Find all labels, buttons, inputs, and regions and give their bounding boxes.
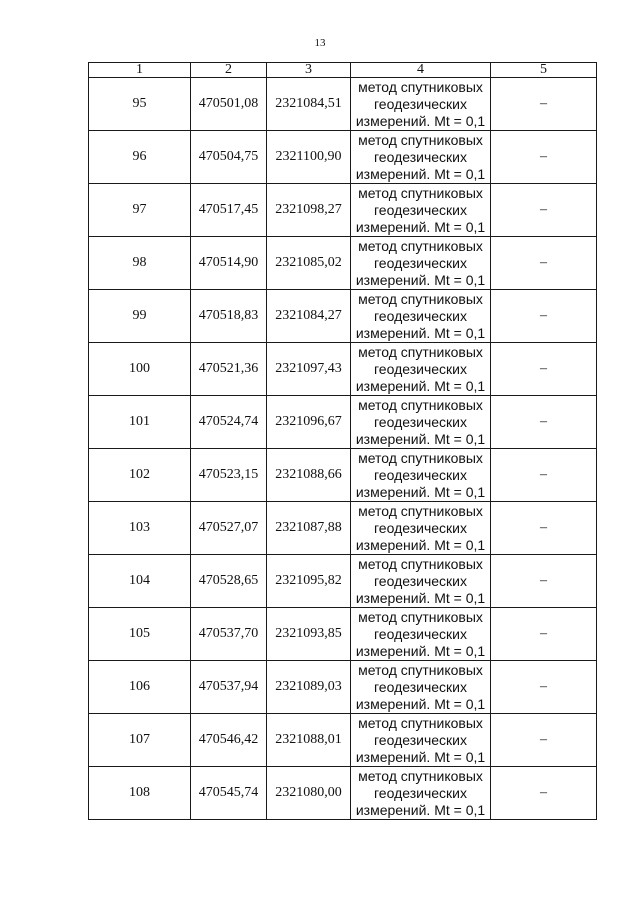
table-row <box>89 608 597 661</box>
table-row <box>89 237 597 290</box>
point-number-cell: 103 <box>89 502 191 555</box>
point-number-cell: 108 <box>89 767 191 820</box>
point-number-cell: 97 <box>89 184 191 237</box>
method-cell: метод спутниковых геодезических измерений. Mt = 0,1 <box>351 608 491 661</box>
y-coordinate-cell: 2321095,82 <box>267 555 351 608</box>
method-cell: метод спутниковых геодезических измерений. Mt = 0,1 <box>351 131 491 184</box>
x-coordinate-cell: 470518,83 <box>191 290 267 343</box>
column-5-cell: – <box>491 396 597 449</box>
method-cell: метод спутниковых геодезических измерений. Mt = 0,1 <box>351 767 491 820</box>
table-row <box>89 449 597 502</box>
x-coordinate-cell: 470528,65 <box>191 555 267 608</box>
point-number-cell: 99 <box>89 290 191 343</box>
column-5-cell: – <box>491 237 597 290</box>
y-coordinate-cell: 2321097,43 <box>267 343 351 396</box>
table-row <box>89 714 597 767</box>
table-body <box>89 63 597 820</box>
table-header-row <box>89 63 597 78</box>
point-number-cell: 96 <box>89 131 191 184</box>
point-number-cell: 95 <box>89 78 191 131</box>
column-5-cell: – <box>491 661 597 714</box>
x-coordinate-cell: 470501,08 <box>191 78 267 131</box>
point-number-cell: 100 <box>89 343 191 396</box>
table-row <box>89 502 597 555</box>
coordinates-table <box>88 62 597 820</box>
y-coordinate-cell: 2321088,01 <box>267 714 351 767</box>
y-coordinate-cell: 2321087,88 <box>267 502 351 555</box>
method-cell: метод спутниковых геодезических измерений. Mt = 0,1 <box>351 714 491 767</box>
x-coordinate-cell: 470546,42 <box>191 714 267 767</box>
y-coordinate-cell: 2321088,66 <box>267 449 351 502</box>
x-coordinate-cell: 470537,94 <box>191 661 267 714</box>
method-cell: метод спутниковых геодезических измерений. Mt = 0,1 <box>351 343 491 396</box>
column-header: 4 <box>351 63 491 78</box>
table-row <box>89 767 597 820</box>
table-row <box>89 131 597 184</box>
column-header: 2 <box>191 63 267 78</box>
column-5-cell: – <box>491 131 597 184</box>
column-header: 3 <box>267 63 351 78</box>
column-5-cell: – <box>491 343 597 396</box>
y-coordinate-cell: 2321080,00 <box>267 767 351 820</box>
x-coordinate-cell: 470521,36 <box>191 343 267 396</box>
x-coordinate-cell: 470545,74 <box>191 767 267 820</box>
method-cell: метод спутниковых геодезических измерений. Mt = 0,1 <box>351 661 491 714</box>
y-coordinate-cell: 2321100,90 <box>267 131 351 184</box>
point-number-cell: 107 <box>89 714 191 767</box>
point-number-cell: 105 <box>89 608 191 661</box>
point-number-cell: 98 <box>89 237 191 290</box>
column-5-cell: – <box>491 78 597 131</box>
y-coordinate-cell: 2321084,51 <box>267 78 351 131</box>
method-cell: метод спутниковых геодезических измерений. Mt = 0,1 <box>351 555 491 608</box>
column-5-cell: – <box>491 184 597 237</box>
point-number-cell: 101 <box>89 396 191 449</box>
y-coordinate-cell: 2321093,85 <box>267 608 351 661</box>
table-row <box>89 555 597 608</box>
column-5-cell: – <box>491 608 597 661</box>
method-cell: метод спутниковых геодезических измерений. Mt = 0,1 <box>351 237 491 290</box>
column-5-cell: – <box>491 767 597 820</box>
x-coordinate-cell: 470537,70 <box>191 608 267 661</box>
y-coordinate-cell: 2321096,67 <box>267 396 351 449</box>
column-5-cell: – <box>491 449 597 502</box>
method-cell: метод спутниковых геодезических измерений. Mt = 0,1 <box>351 396 491 449</box>
x-coordinate-cell: 470524,74 <box>191 396 267 449</box>
column-header: 5 <box>491 63 597 78</box>
point-number-cell: 106 <box>89 661 191 714</box>
x-coordinate-cell: 470514,90 <box>191 237 267 290</box>
y-coordinate-cell: 2321089,03 <box>267 661 351 714</box>
method-cell: метод спутниковых геодезических измерений. Mt = 0,1 <box>351 502 491 555</box>
x-coordinate-cell: 470527,07 <box>191 502 267 555</box>
x-coordinate-cell: 470523,15 <box>191 449 267 502</box>
method-cell: метод спутниковых геодезических измерений. Mt = 0,1 <box>351 184 491 237</box>
table-row <box>89 396 597 449</box>
column-header: 1 <box>89 63 191 78</box>
table-row <box>89 78 597 131</box>
page-number: 13 <box>314 37 326 49</box>
y-coordinate-cell: 2321085,02 <box>267 237 351 290</box>
column-5-cell: – <box>491 714 597 767</box>
method-cell: метод спутниковых геодезических измерений. Mt = 0,1 <box>351 290 491 343</box>
column-5-cell: – <box>491 555 597 608</box>
x-coordinate-cell: 470504,75 <box>191 131 267 184</box>
x-coordinate-cell: 470517,45 <box>191 184 267 237</box>
table-row <box>89 290 597 343</box>
y-coordinate-cell: 2321098,27 <box>267 184 351 237</box>
column-5-cell: – <box>491 290 597 343</box>
column-5-cell: – <box>491 502 597 555</box>
table-row <box>89 343 597 396</box>
point-number-cell: 102 <box>89 449 191 502</box>
table-row <box>89 184 597 237</box>
y-coordinate-cell: 2321084,27 <box>267 290 351 343</box>
method-cell: метод спутниковых геодезических измерений. Mt = 0,1 <box>351 78 491 131</box>
method-cell: метод спутниковых геодезических измерений. Mt = 0,1 <box>351 449 491 502</box>
table-row <box>89 661 597 714</box>
point-number-cell: 104 <box>89 555 191 608</box>
